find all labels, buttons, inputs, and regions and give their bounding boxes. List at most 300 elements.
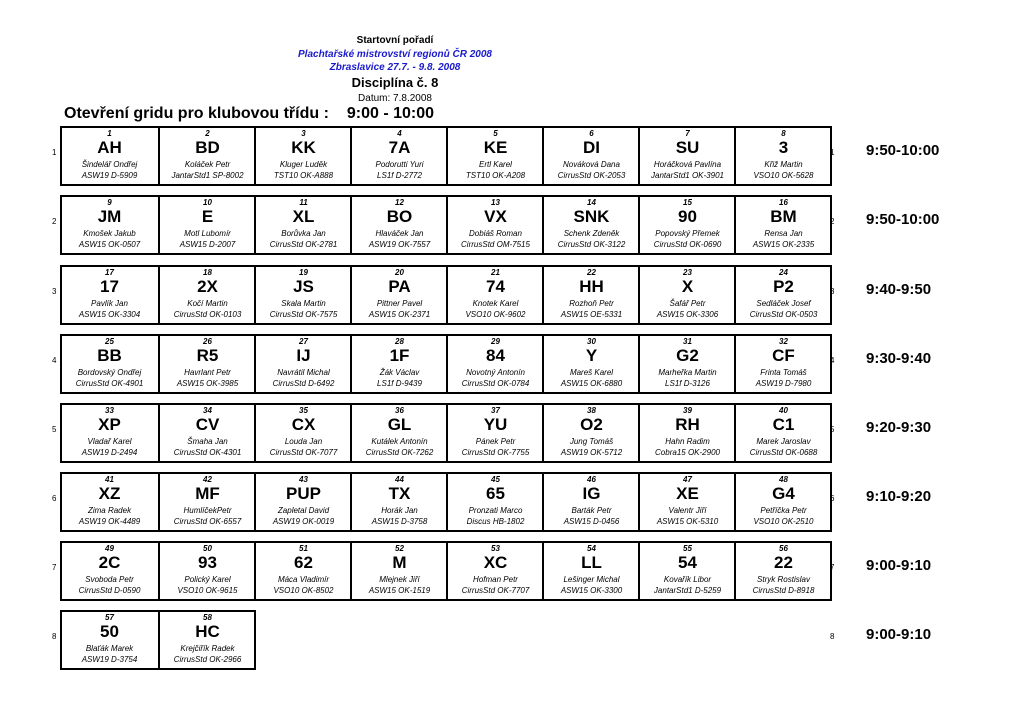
glider-info: LS1f D-3126 xyxy=(665,379,710,388)
grid-cell xyxy=(350,405,447,461)
competition-code: GL xyxy=(387,415,412,434)
pilot-name: Kluger Luděk xyxy=(279,160,328,169)
start-number: 3 xyxy=(301,129,306,138)
pilot-name: Podorutti Yuri xyxy=(375,160,424,169)
competition-code: G2 xyxy=(676,346,699,365)
grid-cell xyxy=(62,405,157,461)
glider-info: VSO10 OK-9602 xyxy=(465,310,526,319)
start-number: 51 xyxy=(299,544,308,553)
pilot-name: Křiž Martin xyxy=(764,160,803,169)
row-time-window: 9:50-10:00 xyxy=(866,142,940,159)
pilot-name: Dobiáš Roman xyxy=(469,229,522,238)
pilot-name: Novotný Antonín xyxy=(466,368,525,377)
competition-code: 62 xyxy=(294,553,313,572)
glider-info: CirrusStd OK-0784 xyxy=(461,379,530,388)
grid-cell xyxy=(254,267,351,323)
glider-info: ASW19 OK-5712 xyxy=(560,448,623,457)
pilot-name: Svoboda Petr xyxy=(85,575,134,584)
pilot-name: Hlaváček Jan xyxy=(375,229,424,238)
start-number: 54 xyxy=(587,544,596,553)
glider-info: ASW19 D-2494 xyxy=(81,448,138,457)
row-number-right: 8 xyxy=(830,632,835,641)
competition-code: DI xyxy=(583,138,600,157)
grid-cell xyxy=(446,543,543,599)
glider-info: Discus HB-1802 xyxy=(466,517,525,526)
pilot-name: Stryk Rostislav xyxy=(757,575,810,584)
row-number-right: 7 xyxy=(830,563,835,572)
grid-cell xyxy=(350,128,447,184)
competition-code: IJ xyxy=(296,346,311,365)
start-number: 14 xyxy=(587,198,596,207)
glider-info: CirrusStd OK-7077 xyxy=(269,448,338,457)
grid-cell xyxy=(350,197,447,253)
row-number-right: 2 xyxy=(830,217,835,226)
start-number: 46 xyxy=(587,475,596,484)
start-number: 21 xyxy=(491,268,500,277)
glider-info: VSO10 OK-5628 xyxy=(753,171,814,180)
pilot-name: Nováková Dana xyxy=(563,160,620,169)
pilot-name: Navrátil Michal xyxy=(277,368,330,377)
start-number: 40 xyxy=(779,406,788,415)
grid-cell xyxy=(734,267,831,323)
row-number-left: 7 xyxy=(52,563,57,572)
grid-cell xyxy=(638,267,735,323)
date-line: Datum: 7.8.2008 xyxy=(358,93,432,104)
glider-info: ASW15 D-0456 xyxy=(563,517,620,526)
glider-info: TST10 OK-A208 xyxy=(465,171,526,180)
glider-info: ASW15 OK-2335 xyxy=(752,240,815,249)
competition-code: C1 xyxy=(772,415,795,434)
start-number: 9 xyxy=(107,198,112,207)
start-number: 23 xyxy=(683,268,692,277)
grid-cell xyxy=(254,405,351,461)
glider-info: CirrusStd OK-3122 xyxy=(557,240,626,249)
start-number: 5 xyxy=(493,129,498,138)
competition-code: Y xyxy=(585,346,598,365)
pilot-name: Borůvka Jan xyxy=(281,229,326,238)
glider-info: VSO10 OK-2510 xyxy=(753,517,814,526)
grid-cell xyxy=(62,543,157,599)
glider-info: CirrusStd OM-7515 xyxy=(461,240,530,249)
pilot-name: Šafář Petr xyxy=(669,299,706,308)
glider-info: ASW15 OK-1519 xyxy=(368,586,431,595)
glider-info: ASW15 OK-3300 xyxy=(560,586,623,595)
start-number: 8 xyxy=(781,129,786,138)
start-number: 53 xyxy=(491,544,500,553)
glider-info: ASW15 OK-2371 xyxy=(368,310,431,319)
competition-code: M xyxy=(392,553,407,572)
competition-code: 54 xyxy=(678,553,697,572)
grid-cell xyxy=(734,405,831,461)
competition-code: XZ xyxy=(98,484,121,503)
glider-info: CirrusStd OK-2053 xyxy=(557,171,626,180)
pilot-name: Kovařík Libor xyxy=(663,575,712,584)
competition-code: BB xyxy=(97,346,122,365)
pilot-name: Pittner Pavel xyxy=(376,299,423,308)
pilot-name: Bordovský Ondřej xyxy=(77,368,142,377)
competition-code: XL xyxy=(292,207,315,226)
pilot-name: Horák Jan xyxy=(381,506,418,515)
pilot-name: Krejčiřík Radek xyxy=(180,644,235,653)
pilot-name: Vladař Karel xyxy=(87,437,132,446)
row-number-right: 6 xyxy=(830,494,835,503)
start-number: 50 xyxy=(203,544,212,553)
start-number: 44 xyxy=(395,475,404,484)
grid-cell xyxy=(62,197,157,253)
pilot-name: Knotek Karel xyxy=(472,299,519,308)
grid-cell xyxy=(542,267,639,323)
start-number: 19 xyxy=(299,268,308,277)
glider-info: ASW19 D-5909 xyxy=(81,171,138,180)
glider-info: CirrusStd D-0590 xyxy=(78,586,141,595)
competition-code: 3 xyxy=(778,138,789,157)
start-number: 31 xyxy=(683,337,692,346)
competition-code: MF xyxy=(195,484,220,503)
glider-info: CirrusStd D-6492 xyxy=(272,379,335,388)
glider-info: VSO10 OK-9615 xyxy=(177,586,238,595)
pilot-name: Mlejnek Jiří xyxy=(379,575,420,584)
row-time-window: 9:00-9:10 xyxy=(866,557,932,574)
start-number: 36 xyxy=(395,406,404,415)
competition-code: 90 xyxy=(678,207,697,226)
pilot-name: Kutálek Antonín xyxy=(371,437,428,446)
start-number: 48 xyxy=(779,475,788,484)
grid-cell xyxy=(62,128,157,184)
competition-location: Zbraslavice 27.7. - 9.8. 2008 xyxy=(329,62,461,73)
pilot-name: Valentr Jiří xyxy=(668,506,707,515)
start-number: 1 xyxy=(107,129,112,138)
start-number: 42 xyxy=(203,475,212,484)
pilot-name: Motl Lubomír xyxy=(184,229,231,238)
grid-cell xyxy=(350,474,447,530)
row-number-right: 5 xyxy=(830,425,835,434)
glider-info: ASW15 OE-5331 xyxy=(560,310,623,319)
competition-code: LL xyxy=(581,553,602,572)
glider-info: ASW15 OK-3304 xyxy=(78,310,141,319)
grid-cell xyxy=(542,543,639,599)
competition-code: CF xyxy=(772,346,795,365)
grid-cell xyxy=(446,474,543,530)
start-number: 30 xyxy=(587,337,596,346)
start-number: 6 xyxy=(589,129,594,138)
start-number: 22 xyxy=(587,268,596,277)
glider-info: ASW19 D-7980 xyxy=(755,379,812,388)
grid-cell xyxy=(158,267,255,323)
pilot-name: Popovský Přemek xyxy=(655,229,720,238)
competition-code: 50 xyxy=(100,622,119,641)
grid-cell xyxy=(158,474,255,530)
glider-info: Cobra15 OK-2900 xyxy=(655,448,720,457)
start-number: 17 xyxy=(105,268,114,277)
grid-cell xyxy=(734,474,831,530)
pilot-name: Frinta Tomáš xyxy=(760,368,807,377)
grid-row xyxy=(60,126,835,186)
competition-code: RH xyxy=(675,415,700,434)
grid-row xyxy=(60,265,835,325)
glider-info: CirrusStd OK-2781 xyxy=(269,240,338,249)
row-number-left: 4 xyxy=(52,356,57,365)
start-number: 45 xyxy=(491,475,500,484)
start-number: 41 xyxy=(105,475,114,484)
competition-name: Plachtařské mistrovství regionů ČR 2008 xyxy=(298,49,492,60)
start-number: 47 xyxy=(683,475,692,484)
start-number: 2 xyxy=(205,129,210,138)
grid-row xyxy=(60,403,835,463)
start-number: 12 xyxy=(395,198,404,207)
row-number-left: 2 xyxy=(52,217,57,226)
grid-cell xyxy=(734,336,831,392)
glider-info: LS1f D-9439 xyxy=(377,379,422,388)
competition-code: IG xyxy=(582,484,601,503)
grid-cell xyxy=(158,336,255,392)
glider-info: CirrusStd OK-6557 xyxy=(173,517,242,526)
pilot-name: Jung Tomáš xyxy=(569,437,614,446)
glider-info: CirrusStd OK-7755 xyxy=(461,448,530,457)
row-time-window: 9:20-9:30 xyxy=(866,419,932,436)
pilot-name: Hahn Radim xyxy=(665,437,710,446)
pilot-name: Pánek Petr xyxy=(475,437,516,446)
pilot-name: Sedláček Josef xyxy=(756,299,811,308)
competition-code: CX xyxy=(291,415,316,434)
grid-cell xyxy=(638,474,735,530)
competition-code: 65 xyxy=(486,484,505,503)
competition-code: XE xyxy=(676,484,699,503)
glider-info: ASW15 D-3758 xyxy=(371,517,428,526)
competition-code: BD xyxy=(195,138,220,157)
pilot-name: Marheřka Martin xyxy=(658,368,717,377)
discipline-heading: Disciplína č. 8 xyxy=(351,75,439,90)
grid-cell xyxy=(254,128,351,184)
glider-info: LS1f D-2772 xyxy=(377,171,422,180)
grid-cell xyxy=(254,336,351,392)
pilot-name: Marek Jaroslav xyxy=(756,437,811,446)
glider-info: ASW15 OK-3306 xyxy=(656,310,719,319)
glider-info: ASW15 OK-0507 xyxy=(78,240,141,249)
row-time-window: 9:40-9:50 xyxy=(866,281,932,298)
pilot-name: Havrlant Petr xyxy=(184,368,231,377)
competition-code: 2C xyxy=(98,553,121,572)
competition-code: JS xyxy=(293,277,314,296)
grid-row xyxy=(60,472,835,532)
start-number: 55 xyxy=(683,544,692,553)
row-number-left: 6 xyxy=(52,494,57,503)
competition-code: 1F xyxy=(389,346,410,365)
grid-cell xyxy=(542,405,639,461)
grid-cell xyxy=(542,474,639,530)
grid-cell xyxy=(542,128,639,184)
grid-cell xyxy=(542,336,639,392)
row-number-right: 1 xyxy=(830,148,835,157)
competition-code: E xyxy=(201,207,214,226)
glider-info: CirrusStd OK-0103 xyxy=(173,310,242,319)
pilot-name: Zima Radek xyxy=(87,506,132,515)
grid-cell xyxy=(638,543,735,599)
competition-code: P2 xyxy=(773,277,794,296)
grid-cell xyxy=(446,336,543,392)
competition-code: 7A xyxy=(388,138,411,157)
start-number: 29 xyxy=(491,337,500,346)
competition-code: KE xyxy=(483,138,508,157)
competition-code: O2 xyxy=(580,415,603,434)
competition-code: KK xyxy=(291,138,316,157)
competition-code: SU xyxy=(675,138,700,157)
pilot-name: Rozhoň Petr xyxy=(569,299,614,308)
grid-cell xyxy=(62,612,157,668)
competition-code: XC xyxy=(483,553,508,572)
pilot-name: Pavlík Jan xyxy=(91,299,128,308)
grid-cell xyxy=(446,405,543,461)
start-number: 49 xyxy=(105,544,114,553)
start-number: 32 xyxy=(779,337,788,346)
glider-info: TST10 OK-A888 xyxy=(273,171,334,180)
glider-info: ASW15 D-2007 xyxy=(179,240,236,249)
start-number: 25 xyxy=(105,337,114,346)
pilot-name: Barták Petr xyxy=(571,506,612,515)
pilot-name: Šmaha Jan xyxy=(187,437,228,446)
glider-info: CirrusStd OK-0688 xyxy=(749,448,818,457)
glider-info: ASW19 D-3754 xyxy=(81,655,138,664)
pilot-name: Skala Martin xyxy=(281,299,326,308)
competition-code: 17 xyxy=(100,277,119,296)
start-number: 26 xyxy=(203,337,212,346)
grid-cell xyxy=(638,128,735,184)
glider-info: CirrusStd OK-2966 xyxy=(173,655,242,664)
grid-cell xyxy=(350,336,447,392)
pilot-name: Mareš Karel xyxy=(569,368,614,377)
glider-info: JantarStd1 D-5259 xyxy=(653,586,722,595)
start-number: 20 xyxy=(395,268,404,277)
competition-code: JM xyxy=(97,207,122,226)
start-number: 13 xyxy=(491,198,500,207)
start-number: 39 xyxy=(683,406,692,415)
grid-cell xyxy=(158,128,255,184)
row-time-window: 9:30-9:40 xyxy=(866,350,932,367)
start-number: 33 xyxy=(105,406,114,415)
grid-row xyxy=(60,195,835,255)
grid-cell xyxy=(158,612,255,668)
start-number: 7 xyxy=(685,129,690,138)
pilot-name: Šindelář Ondřej xyxy=(81,160,138,169)
row-number-left: 8 xyxy=(52,632,57,641)
glider-info: ASW15 OK-3985 xyxy=(176,379,239,388)
row-number-right: 3 xyxy=(830,287,835,296)
grid-cell xyxy=(638,336,735,392)
start-number: 15 xyxy=(683,198,692,207)
grid-cell xyxy=(254,474,351,530)
start-number: 16 xyxy=(779,198,788,207)
grid-cell xyxy=(734,128,831,184)
competition-code: HC xyxy=(195,622,220,641)
competition-code: X xyxy=(681,277,694,296)
pilot-name: Kmošek Jakub xyxy=(83,229,136,238)
grid-cell xyxy=(446,128,543,184)
grid-cell xyxy=(542,197,639,253)
glider-info: ASW19 OK-4489 xyxy=(78,517,141,526)
grid-cell xyxy=(350,543,447,599)
start-number: 34 xyxy=(203,406,212,415)
start-number: 24 xyxy=(779,268,788,277)
competition-code: BO xyxy=(386,207,413,226)
glider-info: JantarStd1 OK-3901 xyxy=(651,171,724,180)
pilot-name: Polický Karel xyxy=(184,575,231,584)
competition-code: PUP xyxy=(286,484,321,503)
grid-cell xyxy=(62,474,157,530)
pilot-name: Žák Václav xyxy=(379,368,420,377)
glider-info: JantarStd1 SP-8002 xyxy=(171,171,244,180)
competition-code: VX xyxy=(484,207,507,226)
pilot-name: Máca Vladimír xyxy=(277,575,330,584)
row-number-right: 4 xyxy=(830,356,835,365)
glider-info: CirrusStd OK-4301 xyxy=(173,448,242,457)
start-number: 27 xyxy=(299,337,308,346)
glider-info: CirrusStd OK-0503 xyxy=(749,310,818,319)
grid-cell xyxy=(350,267,447,323)
grid-cell xyxy=(734,197,831,253)
competition-code: TX xyxy=(388,484,411,503)
grid-cell xyxy=(158,405,255,461)
grid-cell xyxy=(158,543,255,599)
grid-cell xyxy=(638,405,735,461)
grid-cell xyxy=(638,197,735,253)
row-time-window: 9:00-9:10 xyxy=(866,626,932,643)
competition-code: AH xyxy=(97,138,122,157)
grid-cell xyxy=(158,197,255,253)
start-number: 52 xyxy=(395,544,404,553)
grid-cell xyxy=(734,543,831,599)
grid-cell xyxy=(446,267,543,323)
competition-code: BM xyxy=(770,207,797,226)
glider-info: VSO10 OK-8502 xyxy=(273,586,334,595)
glider-info: ASW19 OK-7557 xyxy=(368,240,431,249)
row-number-left: 5 xyxy=(52,425,57,434)
competition-code: SNK xyxy=(573,207,610,226)
grid-cell xyxy=(254,543,351,599)
start-number: 28 xyxy=(395,337,404,346)
grid-cell xyxy=(62,267,157,323)
pilot-name: Lešinger Michal xyxy=(563,575,620,584)
competition-code: G4 xyxy=(772,484,795,503)
glider-info: ASW15 OK-6880 xyxy=(560,379,623,388)
pilot-name: Schenk Zdeněk xyxy=(563,229,620,238)
competition-code: 93 xyxy=(198,553,217,572)
pilot-name: HumlíčekPetr xyxy=(183,506,232,515)
glider-info: CirrusStd OK-7575 xyxy=(269,310,338,319)
pilot-name: Pronzati Marco xyxy=(468,506,523,515)
start-number: 56 xyxy=(779,544,788,553)
grid-opening-label: Otevření gridu pro klubovou třídu : xyxy=(64,105,329,122)
competition-code: R5 xyxy=(196,346,219,365)
competition-code: 74 xyxy=(486,277,505,296)
start-number: 57 xyxy=(105,613,114,622)
glider-info: ASW19 OK-0019 xyxy=(272,517,335,526)
grid-opening-line xyxy=(64,105,434,123)
pilot-name: Louda Jan xyxy=(284,437,323,446)
start-number: 58 xyxy=(203,613,212,622)
start-number: 11 xyxy=(299,198,308,207)
document-title: Startovní pořadí xyxy=(356,35,434,46)
row-time-window: 9:10-9:20 xyxy=(866,488,932,505)
grid-row xyxy=(60,541,835,601)
pilot-name: Horáčková Pavlína xyxy=(653,160,722,169)
start-number: 18 xyxy=(203,268,212,277)
start-number: 10 xyxy=(203,198,212,207)
pilot-name: Petříčka Petr xyxy=(760,506,807,515)
pilot-name: Blaťák Marek xyxy=(85,644,134,653)
grid-row xyxy=(60,610,256,670)
glider-info: CirrusStd OK-7262 xyxy=(365,448,434,457)
grid-row xyxy=(60,334,835,394)
grid-cell xyxy=(446,197,543,253)
